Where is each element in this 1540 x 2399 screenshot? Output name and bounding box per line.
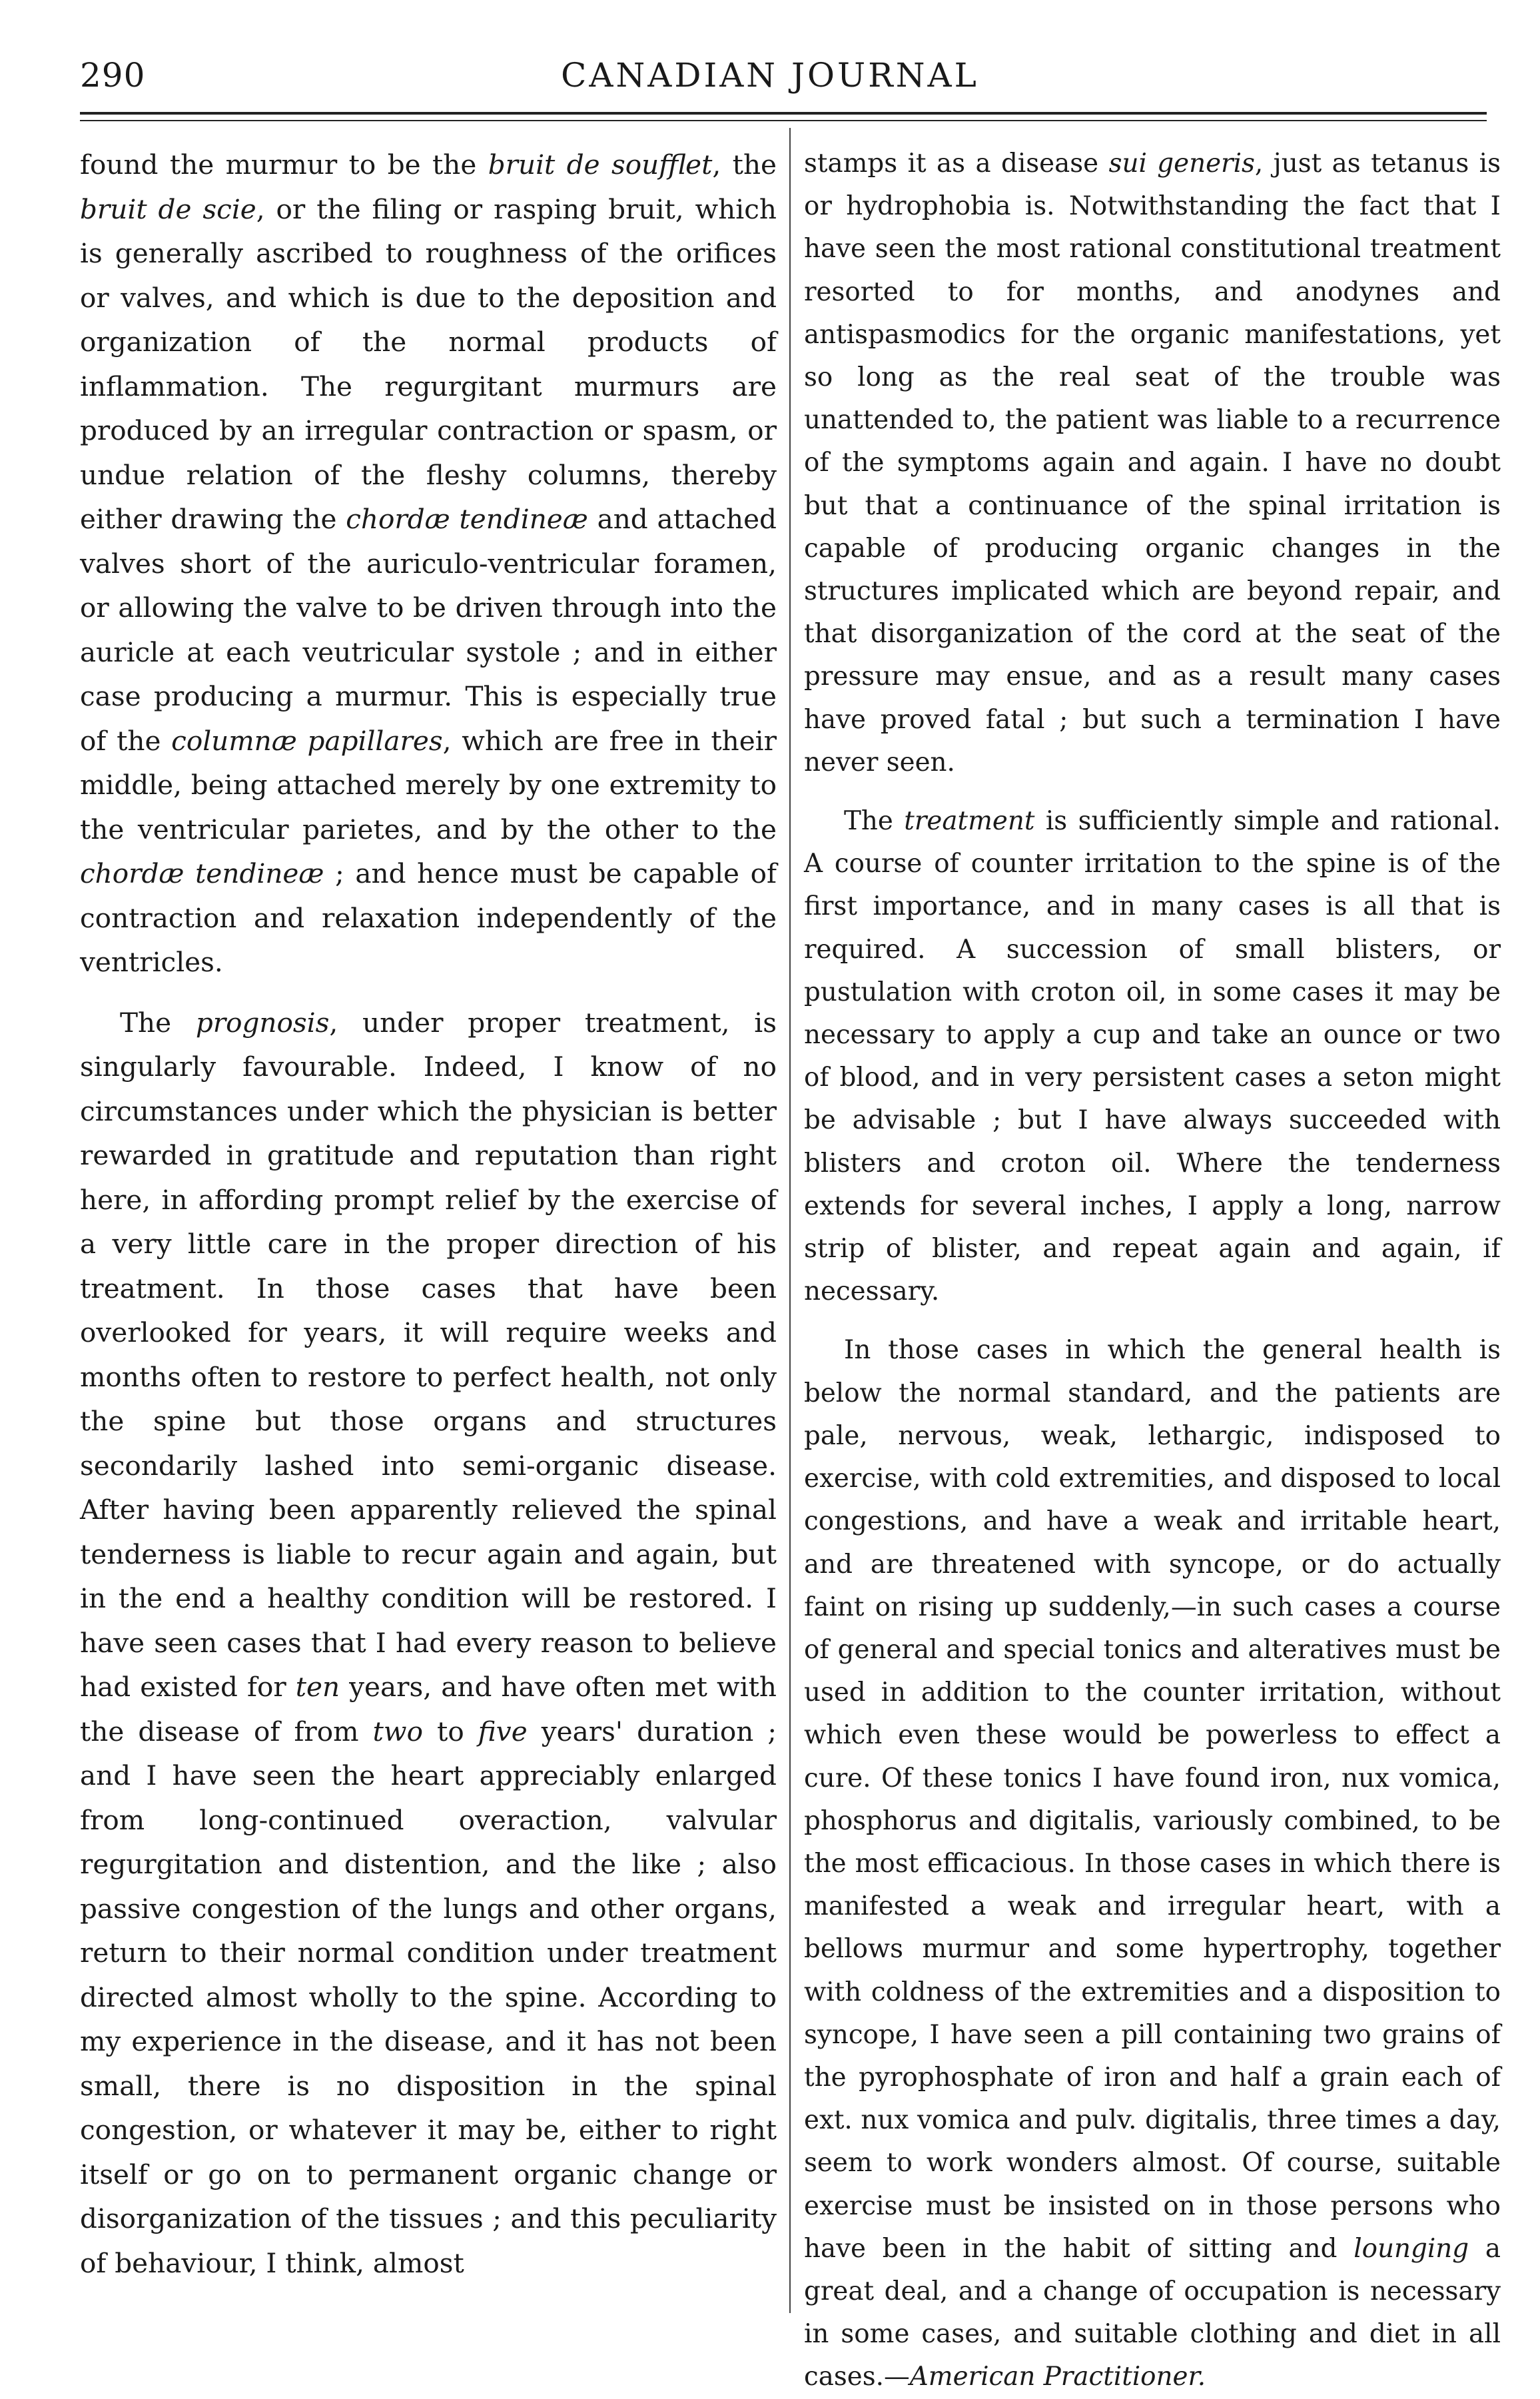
italic-term: prognosis — [195, 1006, 330, 1039]
text-segment: stamps it as a disease — [804, 149, 1109, 179]
left-column — [80, 143, 777, 2285]
text-segment: years' duration ; and I have seen the heart appreciably enlarged from long-continued overaction, valvular regurgitation and distention, and the like ; also passive congestion of the lungs and other organs, return to their normal condition under treatment directed almost wholly to the spine. According to my experience in the disease, and it has not been small, there is no disposition in the spinal congestion, or whatever it may be, either to right itself or go on to permanent organic change or disorganization of the tissues ; and this peculiarity of behaviour, I think, almost — [80, 1715, 777, 2279]
italic-term: two — [372, 1715, 423, 1747]
right-column — [804, 143, 1501, 2399]
header-rule-thick — [80, 112, 1487, 115]
italic-term: lounging — [1353, 2233, 1469, 2264]
text-segment: , under proper treatment, is singularly favourable. Indeed, I know of no circumstances under which the physician is better rewarded in gratitude and reputation than right here, in affording prompt relief by the exercise of a very little care in the proper direction of his treatment. In those cases that have been overlooked for years, it will require weeks and months often to restore to perfect health, not only the spine but those organs and structures secondarily lashed into semi-organic disease. After having been apparently relieved the spinal tenderness is liable to recur again and again, but in the end a healthy condition will be restored. I have seen cases that I had every reason to believe had existed for — [80, 1006, 777, 1703]
paragraph-sui-generis — [804, 143, 1501, 784]
paragraph-treatment — [804, 800, 1501, 1313]
text-segment: ; and hence must be capable of contraction and relaxation independently of the ventricles. — [80, 857, 777, 978]
italic-term: columnæ papillares — [171, 724, 443, 757]
text-segment: years, and have often met with the disease of from — [80, 1671, 777, 1747]
text-segment: , the — [712, 149, 777, 181]
text-segment: a great deal, and a change of occupation is necessary in some cases, and suitable clothing and diet in all cases.— — [804, 2233, 1501, 2392]
italic-term: chordæ tendineæ — [80, 857, 324, 889]
text-segment: to — [422, 1715, 478, 1747]
column-divider — [789, 128, 791, 2313]
paragraph-prognosis — [80, 1001, 777, 2286]
header-rule-thin — [80, 120, 1487, 121]
italic-term: ten — [295, 1671, 340, 1703]
text-segment: found the murmur to be the — [80, 149, 488, 181]
running-head: CANADIAN JOURNAL — [561, 56, 979, 95]
text-segment: , just as tetanus is or hydrophobia is. Notwithstanding the fact that I have seen the most rational constitutional treatment resorted to for months, and anodynes and antispasmodics for the organic manifestations, yet so long as the real seat of the trouble was unattended to, the patient was liable to a recurrence of the symptoms again and again. I have no doubt but that a continuance of the spinal irritation is capable of producing organic changes in the structures implicated which are beyond repair, and that disorganization of the cord at the seat of the pressure may ensue, and as a result many cases have proved fatal ; but such a termination I have never seen. — [804, 149, 1501, 777]
text-segment: and attached valves short of the auriculo-ventricular foramen, or allowing the valve to be driven through into the auricle at each veutricular systole ; and in either case producing a murmur. This is especially true of the — [80, 503, 777, 757]
italic-term: bruit de scie — [80, 193, 256, 225]
text-segment: The — [844, 806, 905, 837]
italic-term: five — [478, 1715, 528, 1747]
paragraph-murmurs — [80, 143, 777, 985]
paragraph-tonics — [804, 1329, 1501, 2398]
text-segment: is sufficiently simple and rational. A course of counter irritation to the spine is of the first importance, and in many cases is all that is required. A succession of small blisters, or pustulation with croton oil, in some cases it may be necessary to apply a cup and take an ounce or two of blood, and in very persistent cases a seton might be advisable ; but I have always succeeded with blisters and croton oil. Where the tenderness extends for several inches, I apply a long, narrow strip of blister, and repeat again and again, if necessary. — [804, 806, 1501, 1307]
text-segment: , or the filing or rasping bruit, which is generally ascribed to roughness of the orifices or valves, and which is due to the deposition and organization of the normal products of inflammation. The regurgitant murmurs are produced by an irregular contraction or spasm, or undue relation of the fleshy columns, thereby either drawing the — [80, 193, 777, 535]
italic-term: sui generis — [1108, 149, 1255, 179]
italic-term: chordæ tendineæ — [346, 503, 588, 535]
italic-term: treatment — [904, 806, 1035, 837]
text-segment: The — [120, 1006, 196, 1039]
page-number: 290 — [80, 56, 146, 95]
source-citation: American Practitioner. — [909, 2362, 1206, 2392]
italic-term: bruit de soufflet — [488, 149, 713, 181]
text-segment: In those cases in which the general health is below the normal standard, and the patients are pale, nervous, weak, lethargic, indisposed to exercise, with cold extremities, and disposed to local congestions, and have a weak and irritable heart, and are threatened with syncope, or do actually faint on rising up suddenly,—in such cases a course of general and special tonics and alteratives must be used in addition to the counter irritation, without which even these would be powerless to effect a cure. Of these tonics I have found iron, nux vomica, phosphorus and digitalis, variously combined, to be the most efficacious. In those cases in which there is manifested a weak and irregular heart, with a bellows murmur and some hypertrophy, together with coldness of the extremities and a disposition to syncope, I have seen a pill containing two grains of the pyrophosphate of iron and half a grain each of ext. nux vomica and pulv. digitalis, three times a day, seem to work wonders almost. Of course, suitable exercise must be insisted on in those persons who have been in the habit of sitting and — [804, 1335, 1501, 2264]
text-segment: , which are free in their middle, being attached merely by one extremity to the ventricular parietes, and by the other to the — [80, 724, 777, 845]
